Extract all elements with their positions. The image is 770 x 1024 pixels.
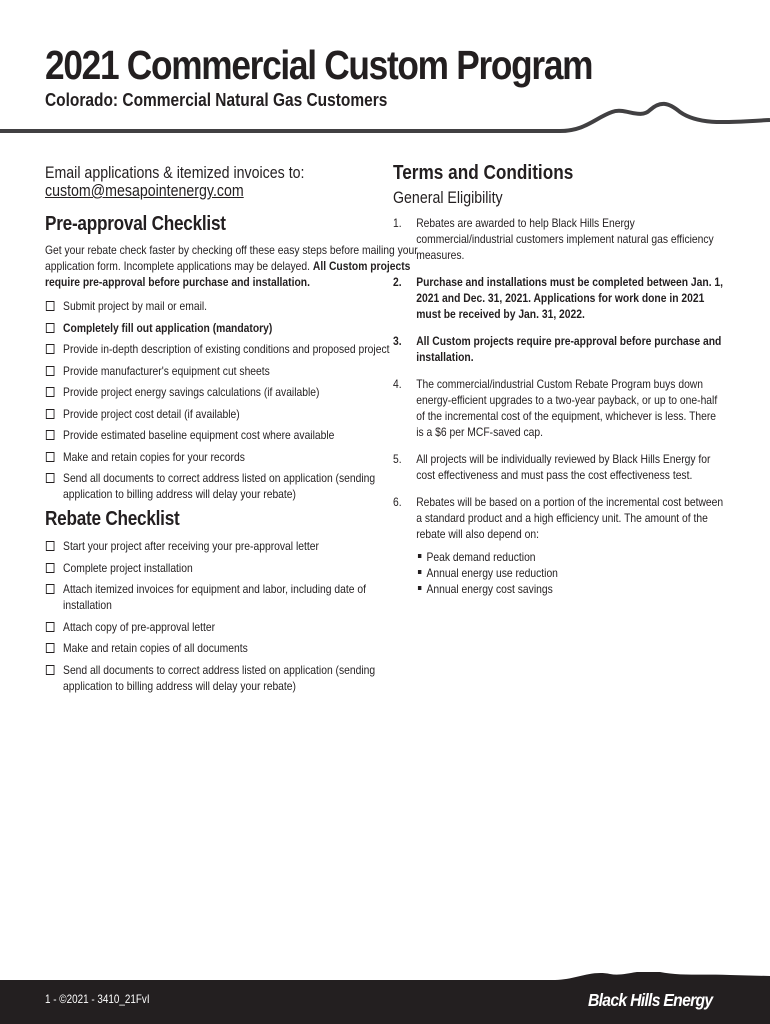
terms-item-text: Purchase and installations must be completed between Jan. 1, 2021 and Dec. 31, 2021. Applications for work done in 2021 must be received by Jan. 31, 2022. [416,275,724,321]
terms-item [393,333,726,365]
checklist-item [45,470,390,502]
checklist-item [45,640,390,656]
checklist-item [45,662,390,694]
checklist-item [45,384,390,400]
checklist-item [45,538,390,554]
preapproval-checklist [45,298,436,502]
checklist-item-label: Provide project cost detail (if available) [63,406,240,421]
page-title: 2021 Commercial Custom Program [45,42,593,88]
rebate-factor-item: Annual energy use reduction [416,565,736,581]
terms-item-number: 6. [393,495,402,509]
checkbox[interactable] [46,323,55,333]
checkbox[interactable] [46,344,55,354]
terms-item-number: 1. [393,216,402,230]
checklist-item-label: Provide estimated baseline equipment cost where available [63,428,335,442]
terms-item-text: All Custom projects require pre-approval before purchase and installation. [416,334,722,364]
terms-item [393,494,726,597]
preapproval-intro: Get your rebate check faster by checking off these easy steps before mailing your application form. Incomplete applications may be delayed. All Custom projects require pre-approval before purchase and installation. [45,243,418,289]
rebate-factor-item: Annual energy cost savings [416,581,736,597]
checkbox[interactable] [46,665,55,675]
checklist-item-label: Complete project installation [63,560,193,575]
rebate-heading: Rebate Checklist [45,508,180,530]
checkbox[interactable] [46,541,55,551]
checklist-item-label: Attach itemized invoices for equipment and labor, including date of installation [63,582,366,612]
checkbox[interactable] [46,387,55,397]
checkbox[interactable] [46,430,55,440]
checkbox[interactable] [46,366,55,376]
checklist-item [45,619,390,635]
checklist-item [45,406,390,422]
checklist-item [45,560,390,576]
terms-heading: Terms and Conditions [393,162,574,184]
checkbox[interactable] [46,643,55,653]
page-subtitle: Colorado: Commercial Natural Gas Customers [45,90,388,110]
terms-item [393,451,726,483]
email-link[interactable]: custom@mesapointenergy.com [45,182,244,200]
checklist-item-label: Provide in-depth description of existing conditions and proposed project [63,342,390,356]
rebate-factors-list [416,549,726,597]
terms-item-text: The commercial/industrial Custom Rebate Program buys down energy-efficient upgrades to a two-year payback, or up to one-half of the incremental cost of the equipment, whichever is less. There is a $6 per MCF-saved cap. [416,377,718,439]
mountain-divider [0,98,770,138]
preapproval-heading: Pre-approval Checklist [45,213,226,235]
checklist-item [45,427,390,443]
checklist-item-label: Send all documents to correct address listed on application (sending application to billing address will delay your rebate) [63,662,376,693]
checklist-item-label: Provide project energy savings calculations (if available) [63,385,320,399]
terms-item-text: Rebates are awarded to help Black Hills Energy commercial/industrial customers implement natural gas efficiency measures. [416,216,714,262]
terms-item-number: 3. [393,334,402,348]
terms-list [393,215,737,597]
terms-item [393,274,726,322]
email-instructions: Email applications & itemized invoices to: [45,164,305,182]
terms-item-text: Rebates will be based on a portion of the incremental cost between a standard product and a high efficiency unit. The amount of the rebate will also depend on: [416,495,724,541]
general-eligibility-heading: General Eligibility [393,189,503,207]
checklist-item-label: Start your project after receiving your pre-approval letter [63,539,319,553]
checklist-item-label: Provide manufacturer's equipment cut sheets [63,363,270,378]
footer-document-code: 1 - ©2021 - 3410_21FvI [45,994,150,1006]
terms-item [393,376,726,440]
checklist-item-label: Submit project by mail or email. [63,299,208,313]
checklist-item [45,363,390,379]
checkbox[interactable] [46,473,55,483]
brand-logo: Black Hills Energy [588,990,713,1010]
terms-item-text: All projects will be individually reviewed by Black Hills Energy for cost effectiveness and must pass the cost effectiveness test. [416,452,711,482]
terms-item [393,215,726,263]
checklist-item [45,320,390,336]
checkbox[interactable] [46,452,55,462]
checklist-item-label: Make and retain copies of all documents [63,641,248,655]
checkbox[interactable] [46,301,55,311]
checkbox[interactable] [46,409,55,419]
checkbox[interactable] [46,584,55,594]
checkbox[interactable] [46,622,55,632]
checklist-item-label: Send all documents to correct address listed on application (sending application to billing address will delay your rebate) [63,471,376,501]
rebate-checklist [45,538,436,694]
terms-item-number: 2. [393,275,402,289]
checklist-item [45,341,390,357]
checklist-item-label: Completely fill out application (mandatory) [63,320,273,335]
checklist-item [45,581,390,613]
checklist-item [45,449,390,465]
terms-item-number: 5. [393,452,402,466]
checklist-item-label: Make and retain copies for your records [63,449,245,464]
terms-item-number: 4. [393,377,402,391]
checklist-item-label: Attach copy of pre-approval letter [63,619,216,634]
checklist-item [45,298,390,314]
checkbox[interactable] [46,563,55,573]
rebate-factor-item: Peak demand reduction [416,549,736,565]
